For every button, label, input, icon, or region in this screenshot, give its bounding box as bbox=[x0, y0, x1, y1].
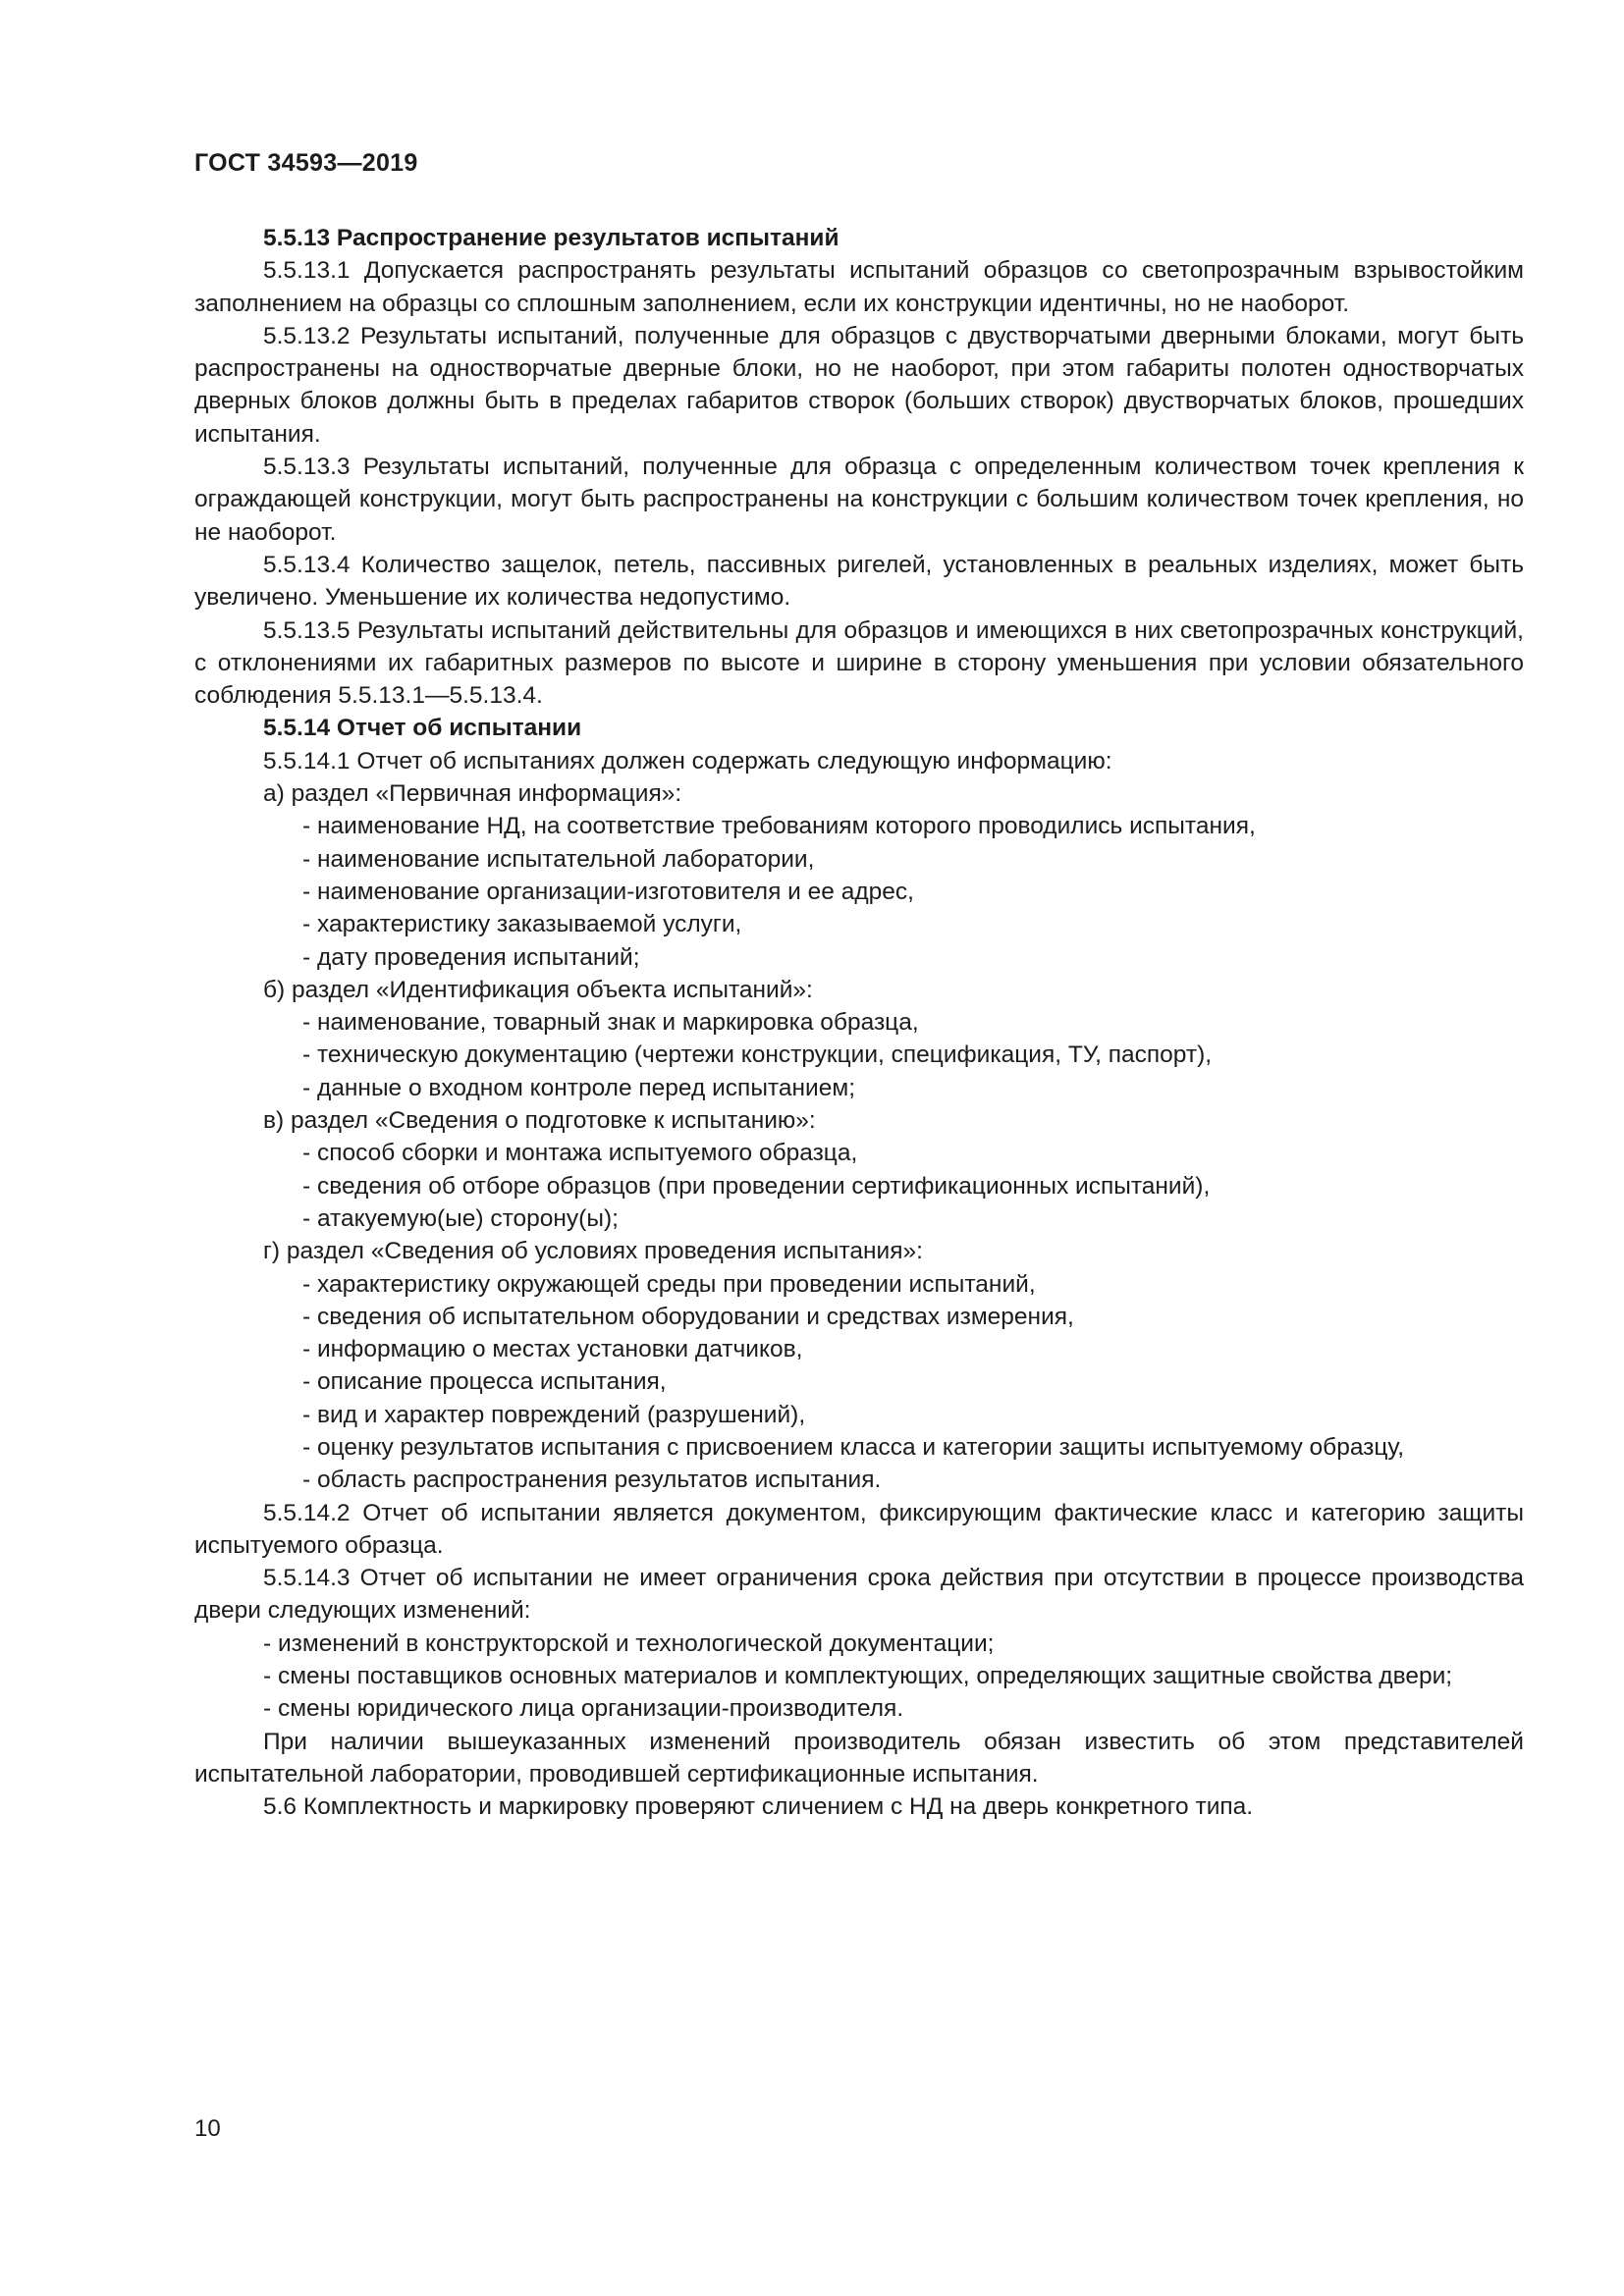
paragraph-5-5-13-3: 5.5.13.3 Результаты испытаний, полученные для образца с определенным количеством точек крепления к ограждающей конструкции, могут быть распространены на конструкции с большим количеством точек крепления, но не наоборот. bbox=[194, 454, 1524, 546]
paragraph-notification: При наличии вышеуказанных изменений производитель обязан известить об этом представителей испытательной лаборатории, проводившей сертификационные испытания. bbox=[194, 1728, 1524, 1788]
list-item: - сведения об испытательном оборудовании и средствах измерения, bbox=[302, 1303, 1074, 1330]
list-item: - характеристику заказываемой услуги, bbox=[302, 911, 742, 938]
paragraph-5-5-13-1: 5.5.13.1 Допускается распространять результаты испытаний образцов со светопрозрачным взрывостойким заполнением на образцы со сплошным заполнением, если их конструкции идентичны, но не наоборот. bbox=[194, 257, 1524, 317]
list-item: - наименование, товарный знак и маркировка образца, bbox=[302, 1009, 919, 1037]
paragraph-5-5-13-4: 5.5.13.4 Количество защелок, петель, пассивных ригелей, установленных в реальных изделиях, может быть увеличено. Уменьшение их количества недопустимо. bbox=[194, 551, 1524, 612]
list-item: - дату проведения испытаний; bbox=[302, 943, 640, 971]
paragraph-5-5-13-2: 5.5.13.2 Результаты испытаний, полученные для образцов с двустворчатыми дверными блоками, могут быть распространены на одностворчатые дверные блоки, но не наоборот, при этом габариты полотен одностворчатых дверных блоков должны быть в пределах габаритов створок (больших створок) двустворчатых блоков, прошедших испытания. bbox=[194, 322, 1524, 448]
paragraph-5-5-13-5: 5.5.13.5 Результаты испытаний действительны для образцов и имеющихся в них светопрозрачных конструкций, с отклонениями их габаритных размеров по высоте и ширине в сторону уменьшения при условии обязательного соблюдения 5.5.13.1—5.5.13.4. bbox=[194, 616, 1524, 710]
list-item: - оценку результатов испытания с присвоением класса и категории защиты испытуемому образцу, bbox=[302, 1433, 1405, 1461]
list-item: - изменений в конструкторской и технологической документации; bbox=[263, 1629, 995, 1657]
list-item: - наименование НД, на соответствие требованиям которого проводились испытания, bbox=[302, 813, 1256, 840]
list-item: - наименование испытательной лаборатории, bbox=[302, 845, 815, 873]
paragraph-5-6: 5.6 Комплектность и маркировку проверяют сличением с НД на дверь конкретного типа. bbox=[263, 1793, 1254, 1821]
list-item: - наименование организации-изготовителя и ее адрес, bbox=[302, 878, 914, 905]
list-section-b-title: б) раздел «Идентификация объекта испытаний»: bbox=[263, 976, 813, 1003]
list-item: - область распространения результатов испытания. bbox=[302, 1467, 882, 1494]
list-item: - описание процесса испытания, bbox=[302, 1368, 667, 1396]
list-item: - смены поставщиков основных материалов и комплектующих, определяющих защитные свойства двери; bbox=[263, 1663, 1453, 1690]
section-heading-5-5-13: 5.5.13 Распространение результатов испытаний bbox=[263, 225, 839, 251]
list-item: - техническую документацию (чертежи конструкции, спецификация, ТУ, паспорт), bbox=[302, 1041, 1213, 1069]
page-content bbox=[194, 222, 1524, 1824]
section-heading-5-5-14: 5.5.14 Отчет об испытании bbox=[263, 715, 582, 742]
list-section-v-title: в) раздел «Сведения о подготовке к испытанию»: bbox=[263, 1107, 816, 1135]
list-item: - сведения об отборе образцов (при проведении сертификационных испытаний), bbox=[302, 1172, 1211, 1200]
paragraph-5-5-14-3: 5.5.14.3 Отчет об испытании не имеет ограничения срока действия при отсутствии в процессе производства двери следующих изменений: bbox=[194, 1565, 1524, 1625]
list-item: - информацию о местах установки датчиков, bbox=[302, 1336, 803, 1363]
list-section-a-title: а) раздел «Первичная информация»: bbox=[263, 780, 682, 808]
page-number: 10 bbox=[194, 2115, 221, 2142]
paragraph-5-5-14-2: 5.5.14.2 Отчет об испытании является документом, фиксирующим фактические класс и категорию защиты испытуемого образца. bbox=[194, 1499, 1524, 1559]
list-item: - способ сборки и монтажа испытуемого образца, bbox=[302, 1140, 858, 1167]
list-item: - вид и характер повреждений (разрушений), bbox=[302, 1401, 806, 1428]
list-section-g-title: г) раздел «Сведения об условиях проведения испытания»: bbox=[263, 1238, 923, 1265]
list-item: - атакуемую(ые) сторону(ы); bbox=[302, 1204, 619, 1232]
list-item: - данные о входном контроле перед испытанием; bbox=[302, 1074, 855, 1101]
paragraph-5-5-14-1: 5.5.14.1 Отчет об испытаниях должен содержать следующую информацию: bbox=[263, 747, 1112, 774]
list-item: - смены юридического лица организации-производителя. bbox=[263, 1695, 904, 1723]
list-item: - характеристику окружающей среды при проведении испытаний, bbox=[302, 1270, 1036, 1298]
document-header: ГОСТ 34593—2019 bbox=[194, 149, 418, 177]
